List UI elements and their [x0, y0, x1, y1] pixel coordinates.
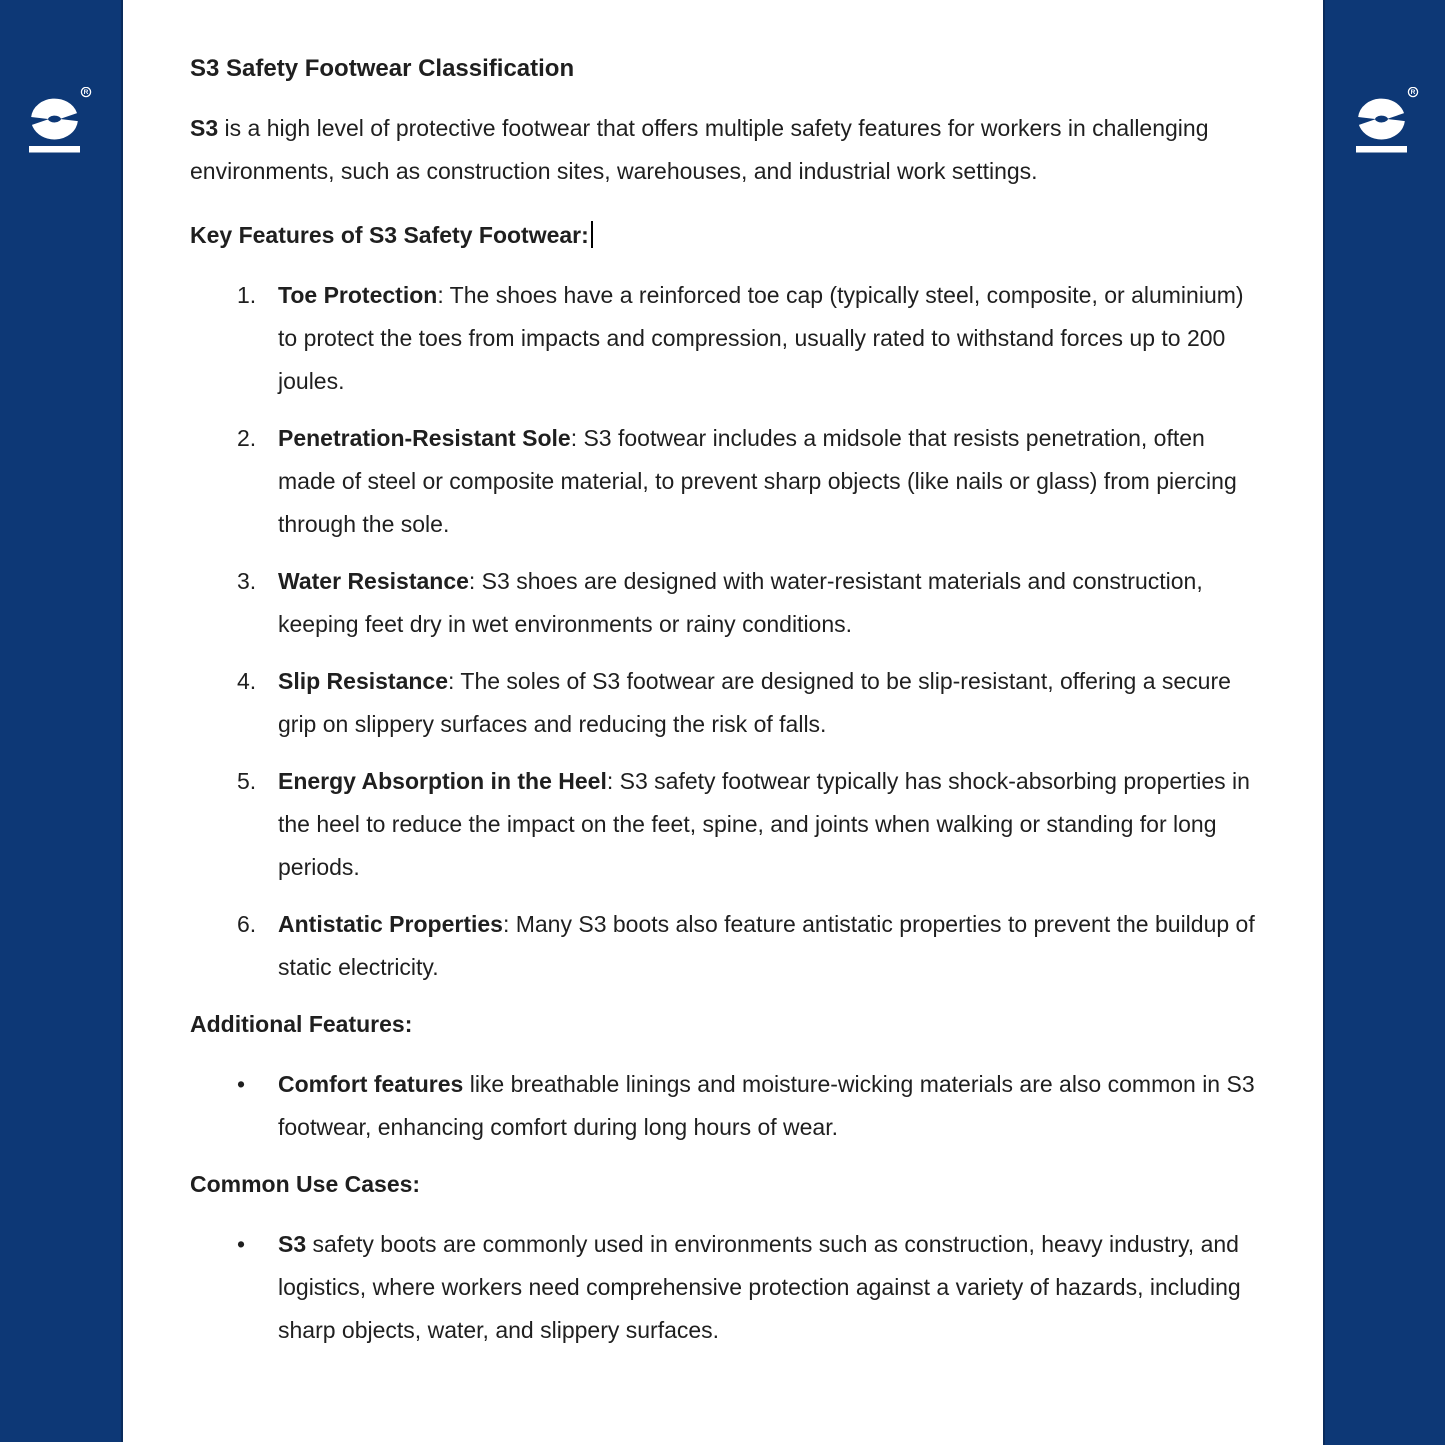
s-logo-icon [1356, 87, 1420, 155]
item-lead: Comfort features [278, 1071, 464, 1097]
list-item [190, 417, 1290, 546]
item-text: : S3 shoes are designed with water-resistant materials and construction, keeping feet dry in wet environments or rainy conditions. [278, 568, 1203, 637]
page-title: S3 Safety Footwear Classification [190, 55, 575, 82]
item-text: : S3 footwear includes a midsole that resists penetration, often made of steel or composite material, to prevent sharp objects (like nails or glass) from piercing through the sole. [278, 425, 1237, 537]
item-text: like breathable linings and moisture-wicking materials are also common in S3 footwear, enhancing comfort during long hours of wear. [278, 1071, 1255, 1140]
svg-text:R: R [83, 89, 89, 97]
item-lead: S3 [278, 1231, 307, 1257]
list-item [190, 760, 1290, 889]
s-logo-icon [29, 87, 93, 155]
item-text: safety boots are commonly used in environments such as construction, heavy industry, and logistics, where workers need comprehensive protection against a variety of hazards, including sharp objects, water, and slippery surfaces. [278, 1231, 1241, 1343]
list-number: 6. [237, 911, 257, 937]
bullet-marker: • [237, 1231, 246, 1257]
registered-trademark-icon [1408, 87, 1417, 96]
intro-text: is a high level of protective footwear that offers multiple safety features for workers in challenging environments, such as construction sites, warehouses, and industrial work settings. [190, 115, 1209, 184]
key-features-list [190, 274, 1290, 989]
item-lead: Antistatic Properties [278, 911, 503, 937]
text-cursor [591, 221, 593, 248]
item-text: : The shoes have a reinforced toe cap (typically steel, composite, or aluminium) to protect the toes from impacts and compression, usually rated to withstand forces up to 200 joules. [278, 282, 1244, 394]
common-use-cases-list [190, 1223, 1290, 1352]
item-text: : Many S3 boots also feature antistatic properties to prevent the buildup of static electricity. [278, 911, 1255, 980]
item-lead: Penetration-Resistant Sole [278, 425, 571, 451]
list-number: 5. [237, 768, 257, 794]
item-text: : The soles of S3 footwear are designed to be slip-resistant, offering a secure grip on slippery surfaces and reducing the risk of falls. [278, 668, 1231, 737]
common-use-cases-heading: Common Use Cases: [190, 1171, 421, 1197]
brand-logo [1356, 87, 1420, 155]
additional-features-heading: Additional Features: [190, 1011, 413, 1037]
brand-logo [29, 87, 93, 155]
list-number: 2. [237, 425, 257, 451]
list-number: 4. [237, 668, 257, 694]
left-brand-sidebar [0, 0, 123, 1442]
additional-features-list [190, 1063, 1290, 1149]
item-lead: Energy Absorption in the Heel [278, 768, 607, 794]
list-item [190, 903, 1290, 989]
list-number: 1. [237, 282, 257, 308]
list-number: 3. [237, 568, 257, 594]
key-features-heading: Key Features of S3 Safety Footwear: [190, 214, 1290, 257]
s-glyph [1367, 107, 1397, 131]
logo-underline-bar [29, 146, 80, 153]
registered-trademark-icon [81, 87, 90, 96]
list-item [190, 1063, 1290, 1149]
item-lead: Water Resistance [278, 568, 469, 594]
s-glyph [40, 107, 70, 131]
list-item [190, 1223, 1290, 1352]
intro-paragraph [190, 107, 1290, 193]
document-content [190, 53, 1290, 1352]
svg-text:R: R [1410, 89, 1416, 97]
item-text: : S3 safety footwear typically has shock-absorbing properties in the heel to reduce the impact on the feet, spine, and joints when walking or standing for long periods. [278, 768, 1250, 880]
document-page[interactable] [123, 0, 1323, 1445]
right-brand-sidebar [1323, 0, 1445, 1445]
intro-lead: S3 [190, 115, 219, 141]
list-item [190, 274, 1290, 403]
list-item [190, 560, 1290, 646]
logo-underline-bar [1356, 146, 1407, 153]
list-item [190, 660, 1290, 746]
bullet-marker: • [237, 1071, 246, 1097]
item-lead: Toe Protection [278, 282, 438, 308]
item-lead: Slip Resistance [278, 668, 449, 694]
